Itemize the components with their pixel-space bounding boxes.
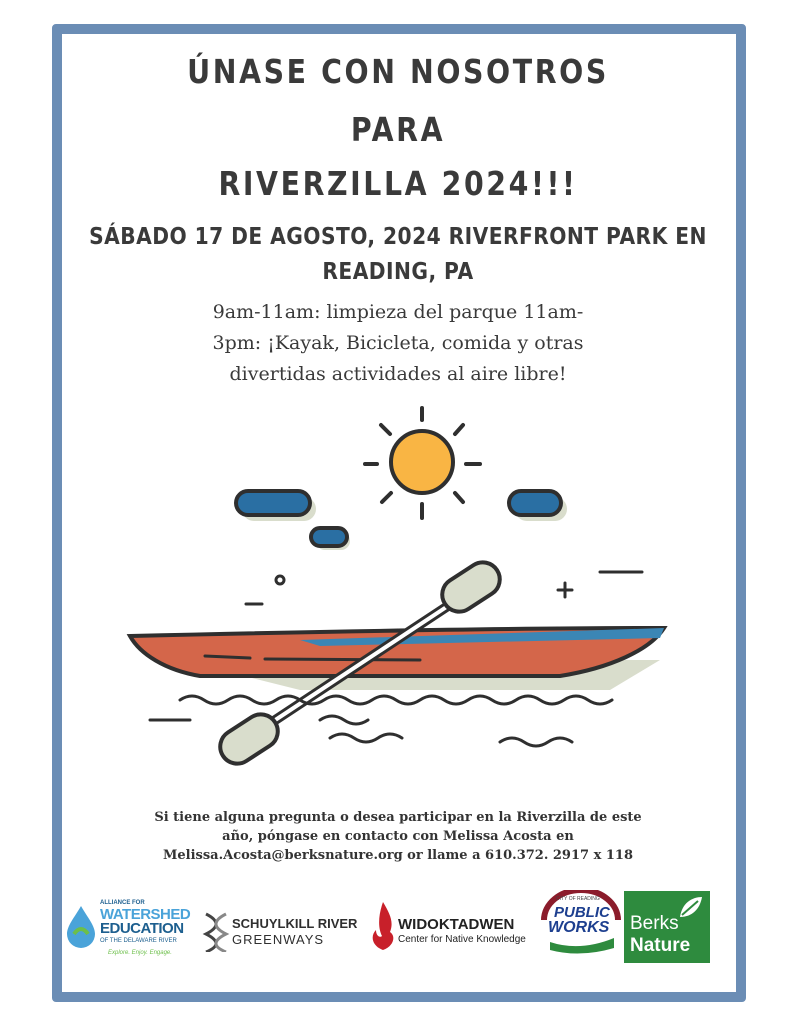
public-works-line1: PUBLIC (554, 904, 610, 921)
widoktadwen-line1: WIDOKTADWEN (398, 916, 515, 933)
cloud-icon (236, 491, 567, 550)
title-line-3: RIVERZILLA 2024!!! (218, 164, 578, 203)
event-date-line-1: SÁBADO 17 DE AGOSTO, 2024 RIVERFRONT PARK EN (89, 224, 707, 250)
watershed-tag: Explore. Enjoy. Engage. (108, 950, 172, 956)
watershed-sub: OF THE DELAWARE RIVER (100, 938, 177, 944)
schedule-line-3: divertidas actividades al aire libre! (229, 363, 567, 385)
schedule-line-1: 9am-11am: limpieza del parque 11am- (212, 301, 584, 323)
water-drop-icon (64, 904, 98, 948)
public-works-top: CITY OF READING (556, 896, 600, 902)
title-line-1: ÚNASE CON NOSOTROS (187, 52, 609, 91)
watershed-line1: WATERSHED (100, 906, 191, 923)
leaf-icon (678, 895, 704, 919)
contact-line-1: Si tiene alguna pregunta o desea participar en la Riverzilla de este (154, 810, 642, 825)
water-waves (150, 696, 612, 746)
schedule-line-2: 3pm: ¡Kayak, Bicicleta, comida y otras (212, 332, 584, 354)
berks-line2: Nature (630, 935, 691, 956)
watershed-education-logo (64, 898, 204, 962)
contact-line-3: Melissa.Acosta@berksnature.org or llame a 610.372. 2917 x 118 (162, 848, 633, 863)
contact-line-2: año, póngase en contacto con Melissa Acosta en (222, 829, 574, 844)
widoktadwen-line2: Center for Native Knowledge (398, 934, 526, 945)
schuylkill-river-greenways-logo (202, 910, 368, 954)
flame-icon (370, 900, 396, 952)
widoktadwen-logo (370, 900, 542, 954)
public-works-logo (540, 890, 622, 956)
sun-icon (365, 408, 480, 518)
schuylkill-line2: GREENWAYS (232, 932, 325, 947)
public-works-line2: WORKS (548, 919, 610, 936)
dna-helix-icon (202, 912, 230, 952)
title-line-2: PARA (350, 110, 446, 149)
berks-nature-logo (624, 891, 710, 963)
berks-line1: Berks (630, 913, 679, 934)
schuylkill-line1: SCHUYLKILL RIVER (232, 916, 358, 931)
event-date-line-2: READING, PA (322, 259, 474, 285)
watershed-top: ALLIANCE FOR (100, 900, 145, 906)
watershed-line2: EDUCATION (100, 920, 184, 937)
